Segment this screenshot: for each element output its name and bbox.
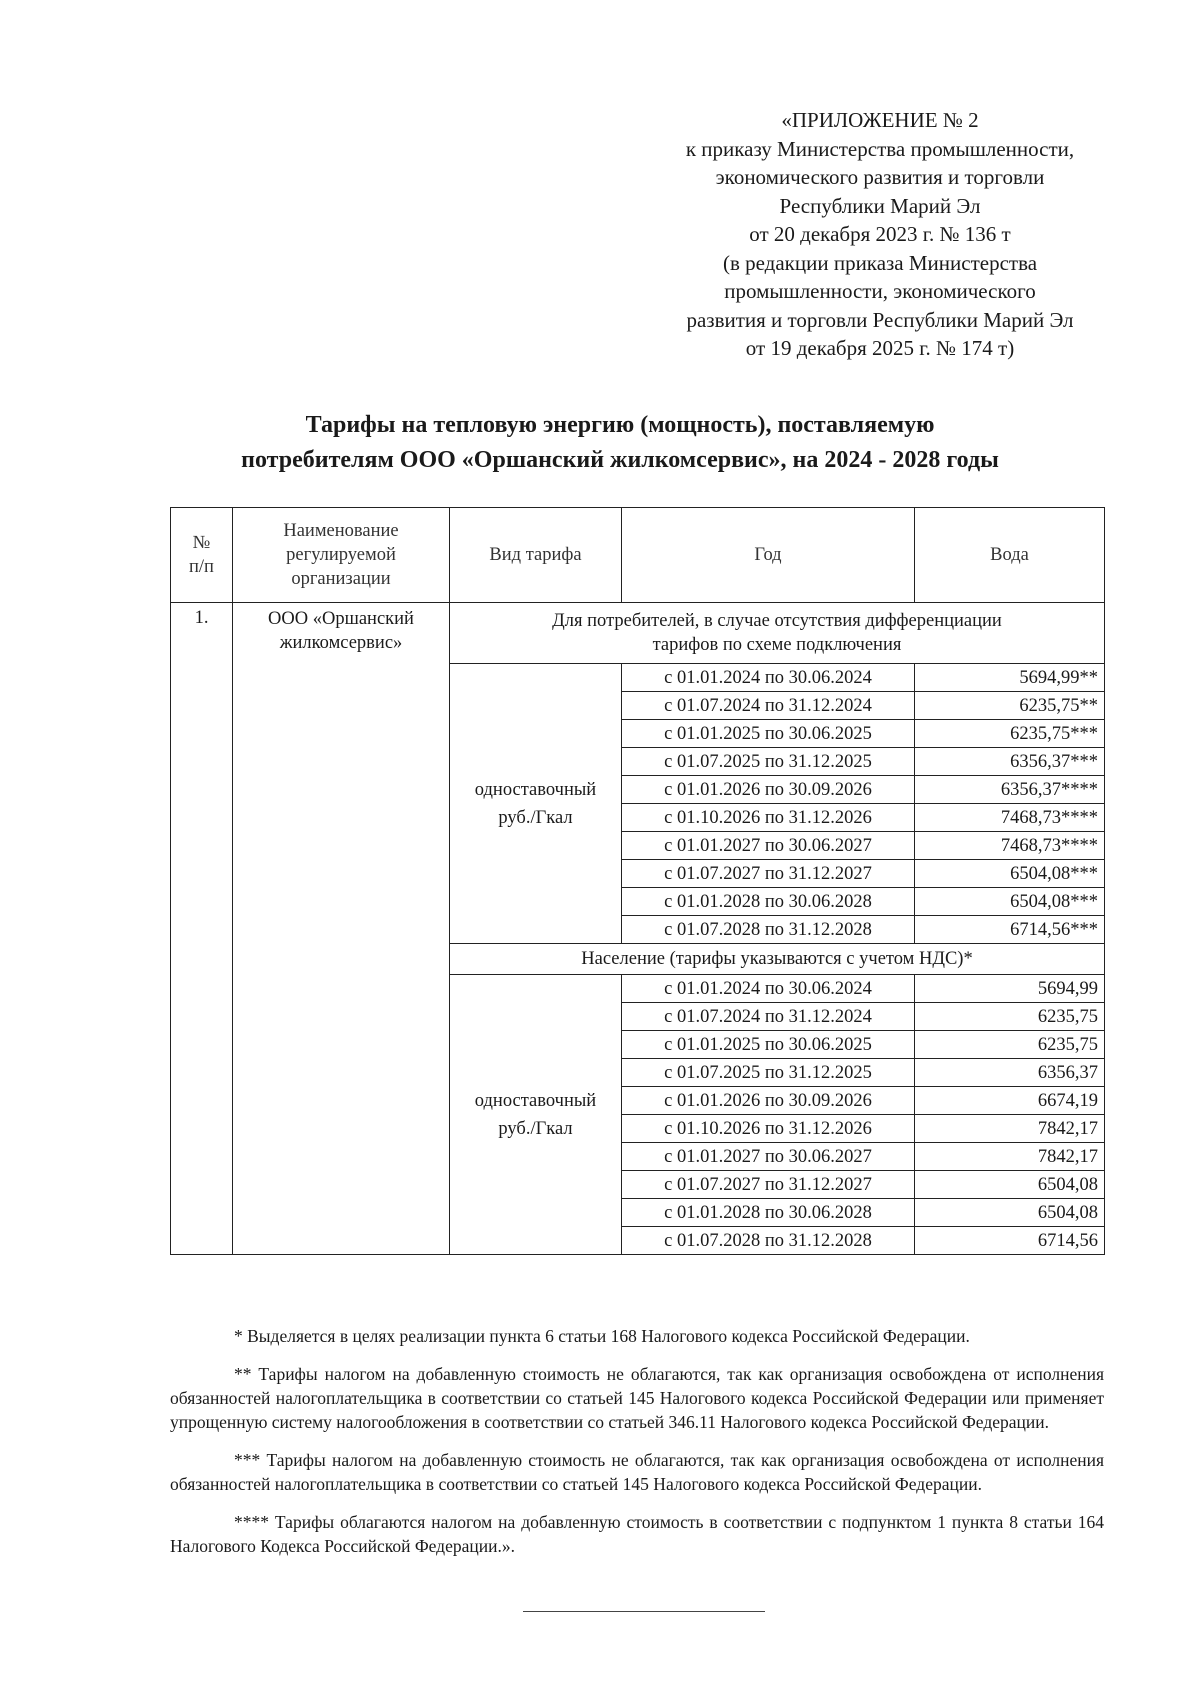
value-cell: 7468,73****	[915, 832, 1105, 860]
period-cell: с 01.01.2028 по 30.06.2028	[622, 1199, 915, 1227]
appendix-line: промышленности, экономического	[724, 279, 1036, 303]
value-cell: 5694,99	[915, 975, 1105, 1003]
value-cell: 6356,37***	[915, 748, 1105, 776]
header-water: Вода	[915, 508, 1105, 603]
period-cell: с 01.01.2026 по 30.09.2026	[622, 776, 915, 804]
title-line-2: потребителям ООО «Оршанский жилкомсервис», на 2024 - 2028 годы	[241, 447, 999, 473]
footnote-3: *** Тарифы налогом на добавленную стоимость не облагаются, так как организация освобождена от исполнения обязанностей налогоплательщика в соответствии со статьей 145 Налогового кодекса Российской Федерации.	[170, 1450, 1104, 1494]
appendix-header	[650, 106, 1110, 363]
value-cell: 6504,08***	[915, 860, 1105, 888]
period-cell: с 01.07.2028 по 31.12.2028	[622, 916, 915, 944]
title-line-1: Тарифы на тепловую энергию (мощность), поставляемую	[305, 412, 935, 438]
tariff-type-cell: одноставочный руб./Гкал	[450, 664, 622, 944]
appendix-line: от 20 декабря 2023 г. № 136 т	[749, 222, 1011, 246]
period-cell: с 01.01.2024 по 30.06.2024	[622, 975, 915, 1003]
tariff-table	[170, 507, 1105, 1255]
table-row	[171, 603, 1105, 664]
period-cell: с 01.07.2027 по 31.12.2027	[622, 860, 915, 888]
footnote-2: ** Тарифы налогом на добавленную стоимость не облагаются, так как организация освобождена от исполнения обязанностей налогоплательщика в соответствии со статьей 145 Налогового кодекса Российской Федерации или применяет упрощенную систему налогообложения в соответствии со статьей 346.11 Налогового кодекса Российской Федерации.	[170, 1364, 1104, 1432]
value-cell: 6235,75**	[915, 692, 1105, 720]
appendix-line: (в редакции приказа Министерства	[722, 250, 1038, 275]
value-cell: 7842,17	[915, 1115, 1105, 1143]
period-cell: с 01.07.2024 по 31.12.2024	[622, 692, 915, 720]
period-cell: с 01.07.2024 по 31.12.2024	[622, 1003, 915, 1031]
period-cell: с 01.01.2027 по 30.06.2027	[622, 1143, 915, 1171]
closing-rule	[523, 1611, 765, 1612]
value-cell: 6504,08	[915, 1171, 1105, 1199]
period-cell: с 01.07.2028 по 31.12.2028	[622, 1227, 915, 1255]
value-cell: 6714,56***	[915, 916, 1105, 944]
appendix-line: к приказу Министерства промышленности,	[685, 136, 1075, 161]
value-cell: 6674,19	[915, 1087, 1105, 1115]
appendix-line: экономического развития и торговли	[715, 165, 1045, 189]
appendix-line: от 19 декабря 2025 г. № 174 т)	[745, 336, 1015, 360]
period-cell: с 01.10.2026 по 31.12.2026	[622, 1115, 915, 1143]
period-cell: с 01.01.2028 по 30.06.2028	[622, 888, 915, 916]
value-cell: 7842,17	[915, 1143, 1105, 1171]
value-cell: 6504,08	[915, 1199, 1105, 1227]
footnote-4: **** Тарифы облагаются налогом на добавленную стоимость в соответствии с подпунктом 1 пункта 8 статьи 164 Налогового Кодекса Российской Федерации.».	[170, 1512, 1104, 1556]
value-cell: 6235,75***	[915, 720, 1105, 748]
period-cell: с 01.01.2024 по 30.06.2024	[622, 664, 915, 692]
table-header-row	[171, 508, 1105, 603]
period-cell: с 01.07.2025 по 31.12.2025	[622, 748, 915, 776]
appendix-line: «ПРИЛОЖЕНИЕ № 2	[781, 108, 979, 132]
footnotes	[170, 1324, 1104, 1572]
organization-name: ООО «Оршанский жилкомсервис»	[233, 603, 450, 1255]
value-cell: 5694,99**	[915, 664, 1105, 692]
value-cell: 6235,75	[915, 1003, 1105, 1031]
value-cell: 6714,56	[915, 1227, 1105, 1255]
period-cell: с 01.07.2025 по 31.12.2025	[622, 1059, 915, 1087]
footnote-1: * Выделяется в целях реализации пункта 6 статьи 168 Налогового кодекса Российской Федерации.	[234, 1326, 970, 1346]
header-year: Год	[622, 508, 915, 603]
period-cell: с 01.01.2025 по 30.06.2025	[622, 1031, 915, 1059]
period-cell: с 01.10.2026 по 31.12.2026	[622, 804, 915, 832]
value-cell: 7468,73****	[915, 804, 1105, 832]
period-cell: с 01.01.2027 по 30.06.2027	[622, 832, 915, 860]
value-cell: 6504,08***	[915, 888, 1105, 916]
row-number: 1.	[171, 603, 233, 1255]
header-number: № п/п	[171, 508, 233, 603]
appendix-line: развития и торговли Республики Марий Эл	[686, 307, 1074, 332]
value-cell: 6356,37****	[915, 776, 1105, 804]
period-cell: с 01.01.2025 по 30.06.2025	[622, 720, 915, 748]
section-caption: Для потребителей, в случае отсутствия дифференциации тарифов по схеме подключения	[450, 603, 1105, 664]
period-cell: с 01.07.2027 по 31.12.2027	[622, 1171, 915, 1199]
header-tariff-type: Вид тарифа	[450, 508, 622, 603]
appendix-line: Республики Марий Эл	[779, 193, 981, 218]
value-cell: 6235,75	[915, 1031, 1105, 1059]
document-title	[150, 408, 1090, 478]
value-cell: 6356,37	[915, 1059, 1105, 1087]
section-caption: Население (тарифы указываются с учетом НДС)*	[450, 944, 1105, 975]
period-cell: с 01.01.2026 по 30.09.2026	[622, 1087, 915, 1115]
header-organization: Наименование регулируемой организации	[233, 508, 450, 603]
tariff-type-cell: одноставочный руб./Гкал	[450, 975, 622, 1255]
